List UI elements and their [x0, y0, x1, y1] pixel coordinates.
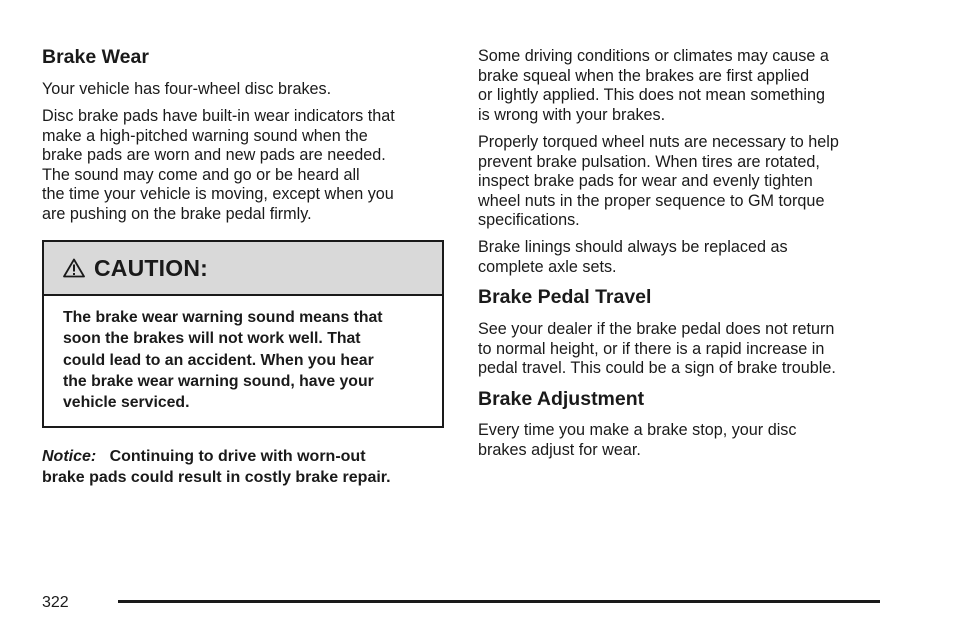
- text-line: the time your vehicle is moving, except when you: [42, 185, 394, 203]
- text-line: Disc brake pads have built-in wear indicators that: [42, 107, 395, 125]
- text-line: pedal travel. This could be a sign of brake trouble.: [478, 359, 836, 377]
- notice-block: [42, 446, 452, 488]
- paragraph-brake-linings: [478, 238, 788, 277]
- caution-line: vehicle serviced.: [63, 394, 190, 412]
- caution-header: [44, 242, 442, 296]
- text-line: is wrong with your brakes.: [478, 105, 666, 124]
- paragraph-wear-indicators: [42, 107, 395, 224]
- text-line: or lightly applied. This does not mean something: [478, 86, 826, 104]
- warning-triangle-icon: [63, 258, 85, 278]
- text-line: Properly torqued wheel nuts are necessary to help: [478, 133, 839, 151]
- paragraph-brake-squeal: [478, 47, 829, 125]
- text-line: See your dealer if the brake pedal does not return: [478, 320, 835, 338]
- notice-first-line: [42, 446, 452, 467]
- text-line: inspect brake pads for wear and evenly tighten: [478, 172, 813, 190]
- section-heading-brake-wear: Brake Wear: [42, 46, 149, 68]
- footer-rule: [118, 600, 880, 603]
- text-line: prevent brake pulsation. When tires are rotated,: [478, 152, 820, 171]
- text-line: make a high-pitched warning sound when the: [42, 126, 368, 145]
- text-line: specifications.: [478, 211, 580, 229]
- paragraph-disc-brakes: [42, 80, 331, 100]
- text-line: Every time you make a brake stop, your disc: [478, 421, 797, 439]
- caution-title: CAUTION:: [94, 254, 209, 281]
- text-line: brake pads are worn and new pads are needed.: [42, 146, 386, 164]
- text-line: brake squeal when the brakes are first applied: [478, 66, 810, 85]
- text-line: The sound may come and go or be heard all: [42, 165, 360, 184]
- section-heading-brake-pedal-travel: Brake Pedal Travel: [478, 286, 652, 308]
- caution-line: the brake wear warning sound, have your: [63, 372, 374, 390]
- caution-line: could lead to an accident. When you hear: [63, 351, 374, 369]
- text-line: Some driving conditions or climates may cause a: [478, 47, 829, 65]
- notice-label: Notice:: [42, 448, 97, 465]
- section-heading-brake-adjustment: Brake Adjustment: [478, 388, 645, 410]
- text-line: wheel nuts in the proper sequence to GM torque: [478, 191, 825, 210]
- paragraph-wheel-nuts: [478, 133, 839, 231]
- text-line: to normal height, or if there is a rapid increase in: [478, 339, 825, 358]
- text-line: brakes adjust for wear.: [478, 440, 641, 459]
- caution-line: The brake wear warning sound means that: [63, 309, 383, 326]
- text-line: Brake linings should always be replaced as: [478, 238, 788, 256]
- notice-text: Continuing to drive with worn-out: [109, 448, 366, 465]
- text-line: Your vehicle has four-wheel disc brakes.: [42, 80, 332, 98]
- text-line: are pushing on the brake pedal firmly.: [42, 204, 312, 223]
- caution-line: soon the brakes will not work well. That: [63, 330, 361, 348]
- paragraph-pedal-travel: [478, 320, 836, 379]
- notice-text: brake pads could result in costly brake repair.: [42, 469, 391, 486]
- caution-body: [44, 296, 442, 413]
- page-number: 322: [42, 594, 69, 611]
- paragraph-brake-adjustment: [478, 421, 797, 460]
- caution-box: [42, 240, 444, 428]
- text-line: complete axle sets.: [478, 257, 617, 276]
